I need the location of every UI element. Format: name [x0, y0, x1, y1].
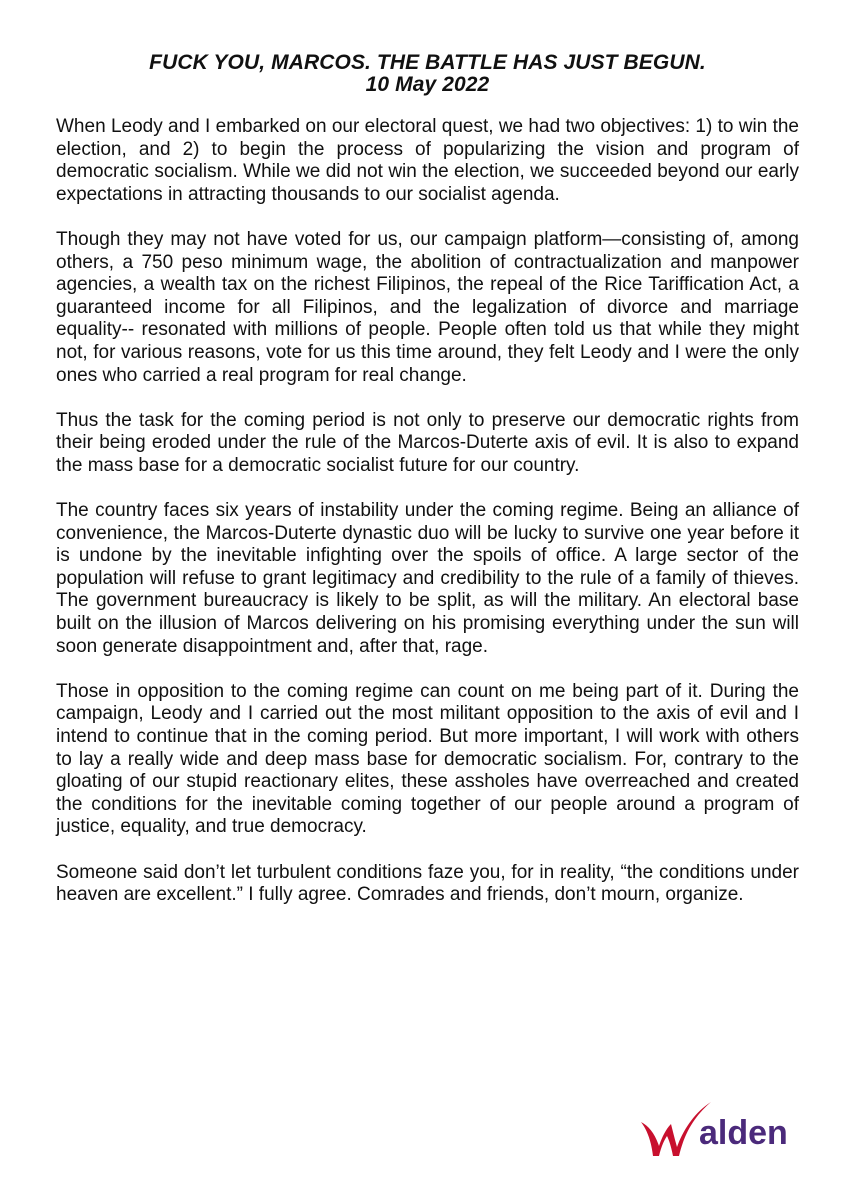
document-date: 10 May 2022	[365, 73, 490, 96]
paragraph-5: Those in opposition to the coming regime can count on me being part of it. During the campaign, Leody and I carried out the most militant opposition to the axis of evil and I intend to continue that in the coming period. But more important, I will work with others to lay a really wide and deep mass base for democratic socialism. For, contrary to the gloating of our stupid reactionary elites, these assholes have overreached and created the conditions for the inevitable coming together of our people around a program of justice, equality, and true democracy.	[56, 680, 799, 838]
walden-logo-graphic	[637, 1100, 807, 1160]
walden-logo	[637, 1100, 807, 1160]
paragraph-4: The country faces six years of instability under the coming regime. Being an alliance of convenience, the Marcos-Duterte dynastic duo will be lucky to survive one year before it is undone by the inevitable infighting over the spoils of office. A large sector of the population will refuse to grant legitimacy and credibility to the rule of a family of thieves. The government bureaucracy is likely to be split, as will the military. An electoral base built on the illusion of Marcos delivering on his promising everything under the sun will soon generate disappointment and, after that, rage.	[56, 500, 799, 657]
paragraph-3: Thus the task for the coming period is not only to preserve our democratic rights from their being eroded under the rule of the Marcos-Duterte axis of evil. It is also to expand the mass base for a democratic socialist future for our country.	[56, 409, 799, 476]
paragraph-1: When Leody and I embarked on our electoral quest, we had two objectives: 1) to win the election, and 2) to begin the process of popularizing the vision and program of democratic socialism. While we did not win the election, we succeeded beyond our early expectations in attracting thousands to our socialist agenda.	[56, 116, 799, 205]
document-title: FUCK YOU, MARCOS. THE BATTLE HAS JUST BEGUN.	[149, 51, 706, 74]
document-header	[56, 52, 799, 96]
logo-wordmark: alden	[699, 1114, 788, 1152]
paragraph-6: Someone said don’t let turbulent conditions faze you, for in reality, “the conditions under heaven are excellent.” I fully agree. Comrades and friends, don’t mourn, organize.	[56, 861, 799, 906]
paragraph-2: Though they may not have voted for us, our campaign platform—consisting of, among others, a 750 peso minimum wage, the abolition of contractualization and manpower agencies, a wealth tax on the richest Filipinos, the repeal of the Rice Tariffication Act, a guaranteed income for all Filipinos, and the legalization of divorce and marriage equality-- resonated with millions of people. People often told us that while they might not, for various reasons, vote for us this time around, they felt Leody and I were the only ones who carried a real program for real change.	[56, 228, 799, 386]
